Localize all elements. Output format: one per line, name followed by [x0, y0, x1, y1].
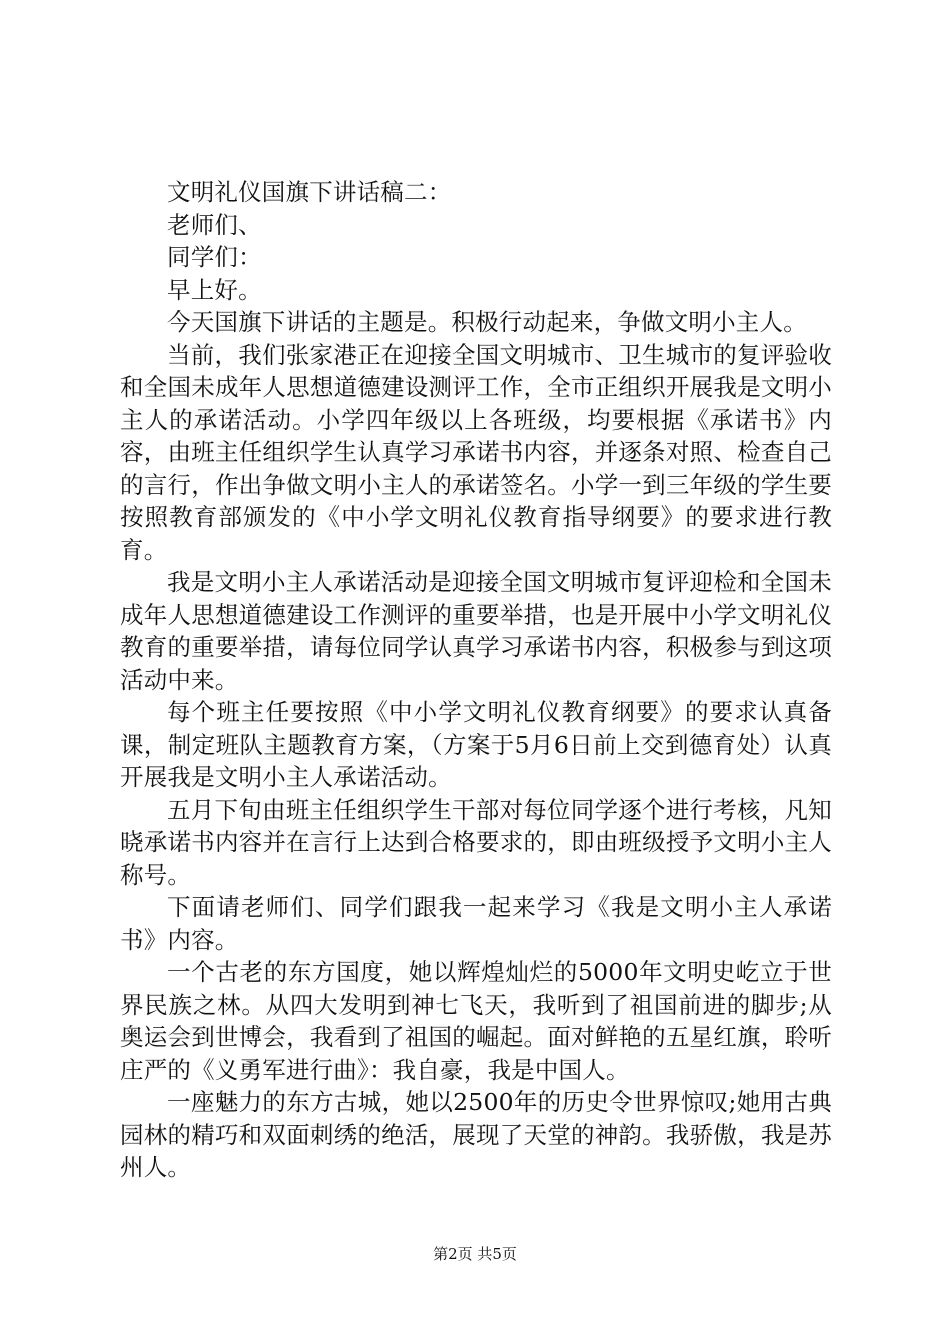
salutation-teachers: 老师们、 — [167, 210, 262, 239]
page-number-footer: 第2页 共5页 — [433, 1245, 517, 1263]
paragraph-teacher-duties: 每个班主任要按照《中小学文明礼仪教育纲要》的要求认真备课，制定班队主题教育方案，（方案于5月6日前上交到德育处）认真开展我是文明小主人承诺活动。 — [120, 698, 832, 791]
paragraph-invitation: 下面请老师们、同学们跟我一起来学习《我是文明小主人承诺书》内容。 — [120, 893, 832, 954]
paragraph-importance: 我是文明小主人承诺活动是迎接全国文明城市复评迎检和全国未成年人思想道德建设工作测评的重要举措，也是开展中小学文明礼仪教育的重要举措，请每位同学认真学习承诺书内容，积极参与到这项活动中来。 — [120, 568, 832, 694]
paragraph-current-work: 当前，我们张家港正在迎接全国文明城市、卫生城市的复评验收和全国未成年人思想道德建设测评工作，全市正组织开展我是文明小主人的承诺活动。小学四年级以上各班级，均要根据《承诺书》内容，由班主任组织学生认真学习承诺书内容，并逐条对照、检查自己的言行，作出争做文明小主人的承诺签名。小学一到三年级的学生要按照教育部颁发的《中小学文明礼仪教育指导纲要》的要求进行教育。 — [120, 340, 832, 564]
document-body — [120, 176, 832, 1184]
greeting: 早上好。 — [167, 275, 262, 304]
paragraph-assessment: 五月下旬由班主任组织学生干部对每位同学逐个进行考核，凡知晓承诺书内容并在言行上达到合格要求的，即由班级授予文明小主人称号。 — [120, 795, 832, 889]
speech-title: 文明礼仪国旗下讲话稿二： — [167, 178, 452, 206]
paragraph-suzhou: 一座魅力的东方古城，她以2500年的历史令世界惊叹;她用古典园林的精巧和双面刺绣的绝活，展现了天堂的神韵。我骄傲，我是苏州人。 — [120, 1088, 832, 1181]
salutation-students: 同学们： — [167, 243, 262, 271]
paragraph-topic: 今天国旗下讲话的主题是。积极行动起来，争做文明小主人。 — [167, 308, 807, 336]
paragraph-china: 一个古老的东方国度，她以辉煌灿烂的5000年文明史屹立于世界民族之林。从四大发明到神七飞天，我听到了祖国前进的脚步;从奥运会到世博会，我看到了祖国的崛起。面对鲜艳的五星红旗，聆听庄严的《义勇军进行曲》：我自豪，我是中国人。 — [120, 958, 832, 1084]
